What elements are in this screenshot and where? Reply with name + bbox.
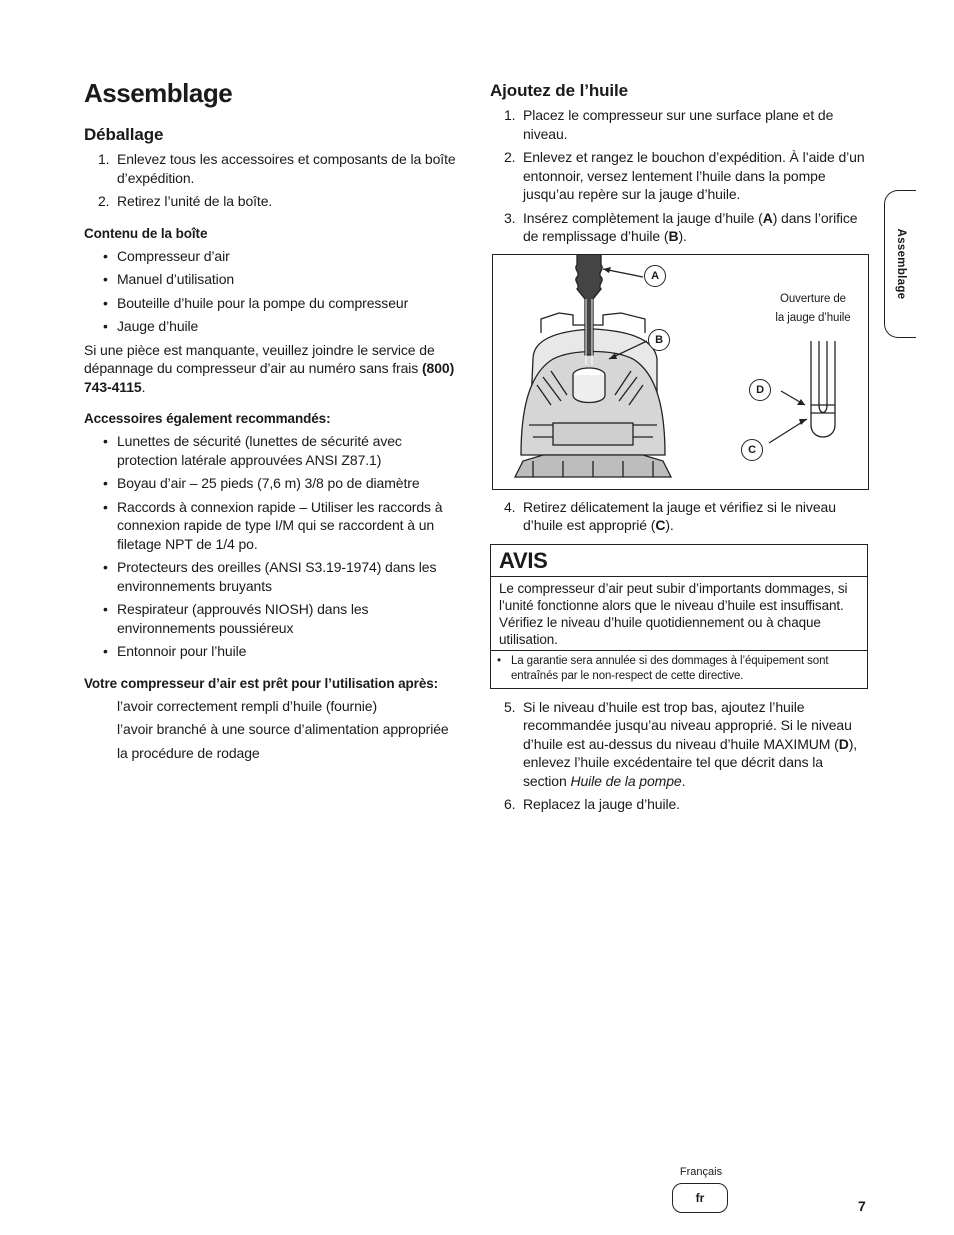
list-item: 3. Insérez complètement la jauge d’huile (A) dans l’orifice de remplissage d’huile (B). — [504, 209, 858, 244]
section-side-tab — [884, 190, 916, 338]
list-item: 4. Retirez délicatement la jauge et vérifiez si le niveau d’huile est approprié (C). — [504, 498, 836, 533]
contenu-list — [84, 247, 459, 336]
language-caption: Français — [679, 1166, 723, 1178]
huile-steps — [490, 106, 870, 246]
dipstick-figure — [492, 254, 869, 490]
notice-title: AVIS — [491, 545, 867, 577]
language-tab: fr — [672, 1183, 728, 1213]
phone-number: (800) 743-4115 — [84, 360, 455, 395]
opening-label: Ouverture de la jauge d’huile — [775, 292, 851, 324]
contenu-heading: Contenu de la boîte — [84, 225, 208, 241]
side-tab-label: Assemblage — [894, 228, 907, 300]
list-item: 2. Retirez l’unité de la boîte. — [98, 193, 273, 209]
callout-b: B — [648, 329, 670, 351]
list-item: • Jauge d’huile — [84, 317, 459, 336]
huile-steps-cont — [490, 498, 870, 535]
list-item: 1. Enlevez tous les accessoires et composants de la boîte d’expédition. — [98, 151, 456, 186]
list-item: • Raccords à connexion rapide – Utiliser les raccords à connexion rapide de type I/M qui se raccordent à un filetage NPT de 1/4 po. — [84, 498, 459, 554]
left-column — [84, 78, 459, 767]
list-item: • Entonnoir pour l’huile — [84, 642, 459, 661]
missing-parts-text: Si une pièce est manquante, veuillez joindre le service de dépannage du compresseur d’air au numéro sans frais (800) 743-4115. — [84, 341, 455, 395]
list-item: • Compresseur d’air — [84, 247, 459, 266]
accessoires-heading: Accessoires également recommandés: — [84, 411, 331, 426]
list-item: 6. Replacez la jauge d’huile. — [504, 796, 680, 812]
list-item: • Boyau d’air – 25 pieds (7,6 m) 3/8 po de diamètre — [84, 474, 459, 493]
list-item: • Protecteurs des oreilles (ANSI S3.19-1974) dans les environnements bruyants — [84, 558, 459, 595]
deballage-heading: Déballage — [84, 125, 164, 144]
page-number: 7 — [858, 1198, 866, 1214]
list-item: • Bouteille d’huile pour la pompe du compresseur — [84, 294, 459, 313]
right-column — [490, 80, 870, 819]
list-item: • Manuel d’utilisation — [84, 270, 459, 289]
list-item: la procédure de rodage — [117, 744, 260, 761]
list-item: • Respirateur (approuvés NIOSH) dans les environnements poussiéreux — [84, 600, 459, 637]
list-item: 5. Si le niveau d’huile est trop bas, ajoutez l’huile recommandée jusqu’au niveau approprié. Si le niveau d’huile est au-dessus du niveau d’huile MAXIMUM (D), enlevez l’huile excédentaire tel que décrit dans la section Huile de la pompe. — [504, 698, 858, 789]
page-title: Assemblage — [84, 78, 233, 108]
list-item: l’avoir correctement rempli d’huile (fournie) — [117, 697, 378, 714]
list-item: l’avoir branché à une source d’alimentation appropriée — [117, 721, 449, 737]
list-item: 1. Placez le compresseur sur une surface plane et de niveau. — [504, 107, 834, 142]
list-item: • Lunettes de sécurité (lunettes de sécurité avec protection latérale approuvées ANSI Z87.1) — [84, 432, 459, 469]
accessoires-list — [84, 432, 459, 661]
pret-list — [84, 697, 459, 763]
notice-note: • La garantie sera annulée si des dommages à l’équipement sont entraînés par le non-respect de cette directive. — [491, 651, 867, 688]
list-item: 2. Enlevez et rangez le bouchon d’expédition. À l’aide d’un entonnoir, versez lentement l’huile dans la pompe jusqu’au repère sur la jauge d’huile. — [504, 149, 865, 202]
callout-c: C — [741, 439, 763, 461]
huile-heading: Ajoutez de l’huile — [490, 81, 628, 100]
notice-body: Le compresseur d’air peut subir d’importants dommages, si l’unité fonctionne alors que le niveau d’huile est insuffisant. Vérifiez le niveau d’huile quotidiennement ou à chaque utilisation. — [491, 577, 867, 651]
huile-steps-end — [490, 698, 870, 814]
deballage-steps — [84, 150, 459, 211]
callout-a: A — [644, 265, 666, 287]
notice-box — [490, 544, 868, 689]
callout-d: D — [749, 379, 771, 401]
pret-heading: Votre compresseur d’air est prêt pour l’utilisation après: — [84, 675, 439, 691]
